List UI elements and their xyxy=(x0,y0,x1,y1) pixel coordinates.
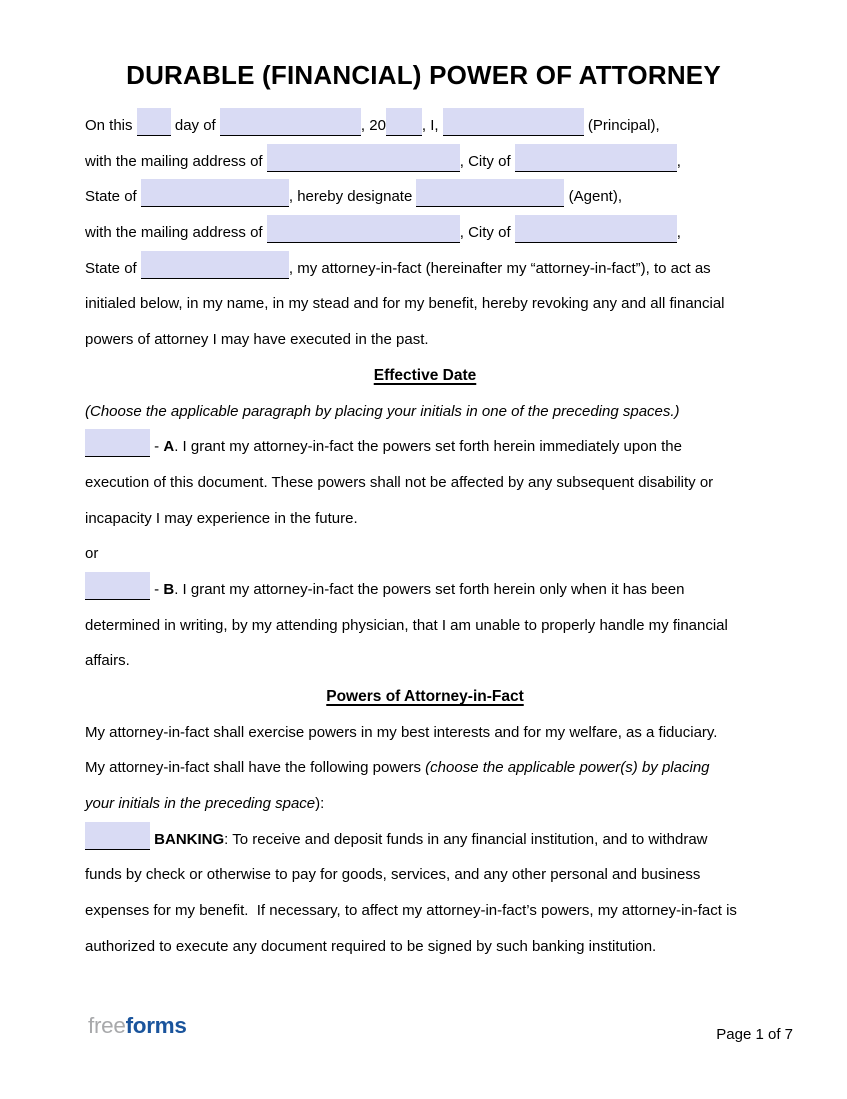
page-title: DURABLE (FINANCIAL) POWER OF ATTORNEY xyxy=(126,60,721,90)
intro-line-2 xyxy=(85,144,765,180)
banking-line-1 xyxy=(85,822,765,858)
option-b-line-1 xyxy=(85,572,765,608)
text: State of xyxy=(85,259,141,277)
text: , hereby designate xyxy=(288,188,417,206)
text: : To receive and deposit funds in any financial institution, and to withdraw xyxy=(224,830,708,848)
text: , 20 xyxy=(360,117,386,134)
text: (Principal), xyxy=(583,117,660,134)
intro-line-6: initialed below, in my name, in my stead and for my benefit, hereby revoking any and all financial xyxy=(85,295,725,313)
option-a-line-3: incapacity I may experience in the future. xyxy=(85,509,358,527)
option-a-line-1 xyxy=(85,429,765,465)
banking-line-3: expenses for my benefit. If necessary, to affect my attorney-in-fact’s powers, my attorney-in-fact is xyxy=(85,902,737,920)
field-principal-city[interactable] xyxy=(515,144,677,172)
text: , xyxy=(676,224,681,242)
text: , City of xyxy=(459,152,515,170)
text: , xyxy=(676,152,681,170)
text: day of xyxy=(170,117,220,134)
field-principal-name[interactable] xyxy=(443,108,584,136)
field-agent-state[interactable] xyxy=(141,251,289,279)
section-heading-effective-date: Effective Date xyxy=(373,366,477,384)
text: . I grant my attorney-in-fact the powers set forth herein immediately upon the xyxy=(174,438,682,456)
intro-line-1 xyxy=(85,108,765,144)
text: My attorney-in-fact shall have the following powers xyxy=(85,759,426,777)
field-initials-option-a[interactable] xyxy=(85,429,150,457)
banking-line-2: funds by check or otherwise to pay for goods, services, and any other personal and business xyxy=(85,866,701,884)
powers-line-2 xyxy=(85,750,765,786)
section-heading-powers: Powers of Attorney-in-Fact xyxy=(326,688,524,705)
powers-heading-row xyxy=(85,679,765,715)
text: with the mailing address of xyxy=(85,224,267,242)
intro-line-5 xyxy=(85,251,765,287)
field-initials-banking[interactable] xyxy=(85,822,150,850)
field-principal-address[interactable] xyxy=(267,144,460,172)
text: State of xyxy=(85,188,141,206)
text: On this xyxy=(85,117,137,134)
banking-line-4: authorized to execute any document required to be signed by such banking institution. xyxy=(85,937,657,955)
field-execution-month[interactable] xyxy=(220,108,361,136)
text: - xyxy=(150,438,164,456)
option-b-line-3: affairs. xyxy=(85,652,130,670)
text: ): xyxy=(315,795,325,813)
or-separator: or xyxy=(85,545,99,563)
field-execution-day[interactable] xyxy=(137,108,171,136)
powers-line-3 xyxy=(85,786,765,822)
freeforms-logo xyxy=(88,1013,187,1039)
intro-line-3 xyxy=(85,179,765,215)
option-a-line-2: execution of this document. These powers shall not be affected by any subsequent disability or xyxy=(85,473,714,491)
logo-text-forms: forms xyxy=(125,1013,187,1038)
effective-date-heading-row xyxy=(85,358,765,394)
text-italic: your initials in the preceding space xyxy=(85,795,316,813)
page-number: Page 1 of 7 xyxy=(716,1026,793,1043)
text: with the mailing address of xyxy=(85,152,267,170)
option-a-label: A xyxy=(163,438,175,456)
intro-line-4 xyxy=(85,215,765,251)
text-italic: (choose the applicable power(s) by placing xyxy=(425,759,710,777)
text: , my attorney-in-fact (hereinafter my “attorney-in-fact”), to act as xyxy=(288,259,711,277)
field-agent-city[interactable] xyxy=(515,215,677,243)
logo-text-free: free xyxy=(88,1013,126,1038)
effective-date-instruction: (Choose the applicable paragraph by placing your initials in one of the preceding spaces.) xyxy=(85,402,680,420)
document-body xyxy=(85,108,765,965)
text: , I, xyxy=(421,117,443,134)
field-agent-name[interactable] xyxy=(416,179,564,207)
field-agent-address[interactable] xyxy=(267,215,460,243)
field-initials-option-b[interactable] xyxy=(85,572,150,600)
text: , City of xyxy=(459,224,515,242)
text: . I grant my attorney-in-fact the powers set forth herein only when it has been xyxy=(174,580,685,598)
option-b-line-2: determined in writing, by my attending physician, that I am unable to properly handle my financial xyxy=(85,616,728,634)
field-principal-state[interactable] xyxy=(141,179,289,207)
option-b-label: B xyxy=(163,580,175,598)
text: (Agent), xyxy=(564,188,622,206)
banking-label: BANKING xyxy=(154,830,225,848)
powers-line-1: My attorney-in-fact shall exercise powers in my best interests and for my welfare, as a fiduciary. xyxy=(85,723,718,741)
field-execution-year[interactable] xyxy=(386,108,422,136)
text: - xyxy=(150,580,164,598)
intro-line-7: powers of attorney I may have executed in the past. xyxy=(85,331,429,349)
